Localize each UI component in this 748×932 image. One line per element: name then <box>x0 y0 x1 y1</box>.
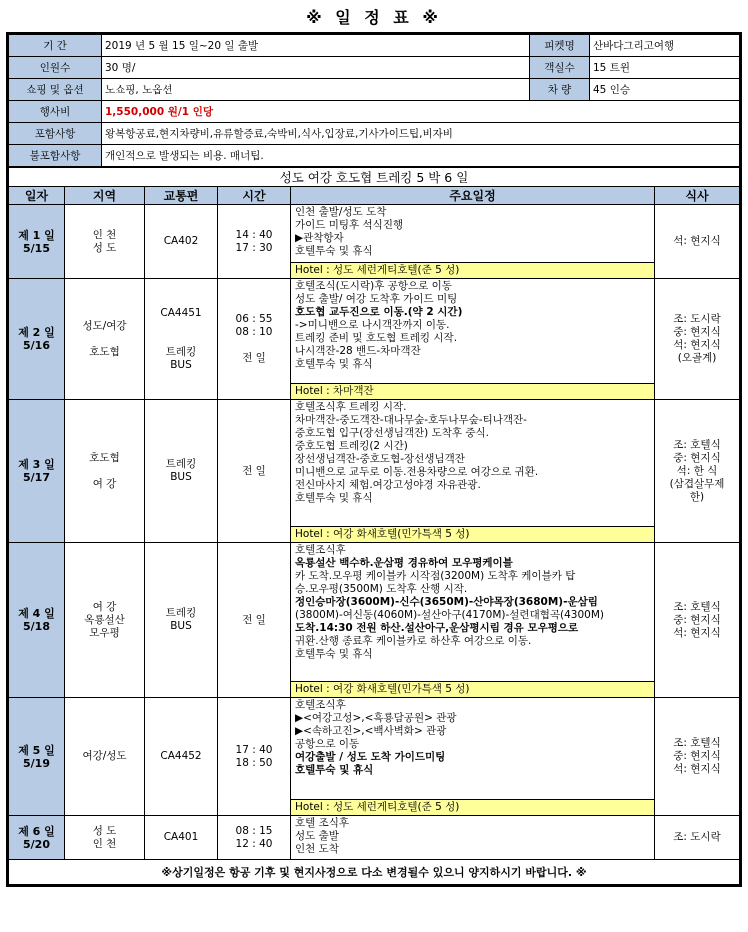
vehicle-label: 차 량 <box>530 79 590 101</box>
hotel-line: Hotel : 여강 화새호텔(민가특색 5 성) <box>291 526 654 542</box>
time-cell <box>218 279 291 400</box>
plan-line: 호텔투숙 및 휴식 <box>295 492 373 504</box>
excluded-label: 불포함사항 <box>9 145 102 167</box>
header-meal: 식사 <box>655 187 740 205</box>
plan-line: 여강출발 / 성도 도착 가이드미팅 <box>295 751 446 763</box>
day-cell-line: 5/16 <box>23 339 50 352</box>
meal-cell-line: 석: 현지식 <box>673 626 721 639</box>
day-cell <box>9 400 65 543</box>
region-cell-line: 여강/성도 <box>82 750 127 762</box>
plan-line: 호텔 조식후 <box>295 817 350 829</box>
header-region: 지역 <box>65 187 145 205</box>
transport-cell-line: CA402 <box>163 235 199 247</box>
meal-cell <box>655 205 740 279</box>
meal-cell <box>655 279 740 400</box>
header-time: 시간 <box>218 187 291 205</box>
transport-cell-line: 트레킹 <box>165 607 197 619</box>
plan-line: 호텔조식후 <box>295 544 346 556</box>
region-cell-line: 성도/여강 <box>82 319 127 332</box>
plan-line: 인천 출발/성도 도착 <box>295 206 387 218</box>
transport-cell <box>145 816 218 860</box>
period-label: 기 간 <box>9 35 102 57</box>
transport-cell-line: BUS <box>170 620 192 632</box>
hotel-line: Hotel : 여강 화새호텔(민가특색 5 성) <box>291 681 654 697</box>
plan-cell <box>291 543 655 698</box>
day-cell-line: 제 6 일 <box>18 824 55 838</box>
plan-line: 공항으로 이동 <box>295 738 360 750</box>
day-cell-line: 제 4 일 <box>18 607 55 620</box>
meal-cell-line: 조: 호텔식 <box>673 600 721 613</box>
day-row <box>9 205 740 279</box>
transport-cell-line: CA401 <box>163 831 199 843</box>
day-cell-line: 5/15 <box>23 241 50 255</box>
day-cell <box>9 698 65 816</box>
region-cell-line: 성 도 <box>92 241 117 254</box>
plan-line: 성도 출발/ 여강 도착후 가이드 미팅 <box>295 293 458 305</box>
region-cell <box>65 279 145 400</box>
page-title: ※ 일 정 표 ※ <box>306 8 442 27</box>
meal-cell-line: 중: 현지식 <box>673 451 721 464</box>
region-cell-line: 성 도 <box>92 824 117 837</box>
plan-line: 차마객잔-중도객잔-대나무숲-호두나무숲-티나객잔- <box>295 414 527 426</box>
meal-cell-line: 조: 호텔식 <box>673 737 721 749</box>
plan-cell <box>291 698 655 816</box>
plan-line: 호텔조식(도시락)후 공항으로 이동 <box>295 280 452 292</box>
plan-line: 성도 출발 <box>295 830 339 842</box>
time-cell-line: 17 : 30 <box>235 241 273 254</box>
plan-line: 호텔조식후 <box>295 699 346 711</box>
region-cell-line: 여 강 <box>92 600 117 613</box>
day-cell <box>9 543 65 698</box>
transport-cell <box>145 698 218 816</box>
price-label: 행사비 <box>9 101 102 123</box>
time-cell-line: 전 일 <box>242 613 266 626</box>
people-value: 30 명/ <box>102 57 530 79</box>
plan-cell <box>291 400 655 543</box>
time-cell <box>218 400 291 543</box>
plan-line: ->미니밴으로 나시객잔까지 이동. <box>295 319 450 331</box>
rooms-value: 15 트윈 <box>590 57 740 79</box>
region-cell-line: 인 천 <box>92 228 117 241</box>
header-plan: 주요일정 <box>291 187 655 205</box>
region-cell-line <box>68 333 141 346</box>
plan-cell <box>291 279 655 400</box>
region-cell <box>65 698 145 816</box>
people-label: 인원수 <box>9 57 102 79</box>
plan-line: 옥룡설산 백수하.운삼평 경유하여 모우평케이블 <box>295 557 513 569</box>
price-value: 1,550,000 원/1 인당 <box>102 101 740 123</box>
meal-cell-line: 한) <box>689 490 705 503</box>
day-cell-line: 제 1 일 <box>18 228 55 242</box>
plan-line: (3800M)-여신동(4060M)-설산아구(4170M)-설련대협곡(4300M) <box>295 609 604 621</box>
time-cell <box>218 698 291 816</box>
transport-cell-line: BUS <box>170 358 192 371</box>
day-row <box>9 400 740 543</box>
region-cell-line: 인 천 <box>92 837 117 850</box>
header-day: 일자 <box>9 187 65 205</box>
plan-line: 미니밴으로 교두로 이동.전용차량으로 여강으로 귀환. <box>295 466 539 478</box>
transport-cell <box>145 279 218 400</box>
meal-cell-line: 조: 도시락 <box>673 313 721 325</box>
transport-cell-line <box>148 320 214 333</box>
header-transport: 교통편 <box>145 187 218 205</box>
meal-cell <box>655 543 740 698</box>
plan-line: 도착.14:30 전원 하산.설산아구,운삼평시림 경유 모우평으로 <box>295 622 579 634</box>
meal-cell-line: 중: 현지식 <box>673 750 721 762</box>
day-cell <box>9 279 65 400</box>
plan-line: 장선생님객잔-중호도협-장선생님객잔 <box>295 453 465 465</box>
day-row <box>9 279 740 400</box>
day-cell-line: 5/18 <box>23 620 50 633</box>
plan-line: 호텔투숙 및 휴식 <box>295 358 373 370</box>
plan-line: 정인승마장(3600M)-신수(3650M)-산야목장(3680M)-운삼림 <box>295 596 598 608</box>
plan-line: 호텔투숙 및 휴식 <box>295 764 374 776</box>
region-cell-line: 여 강 <box>92 477 117 490</box>
info-table <box>8 34 740 167</box>
meal-cell-line: (삼겹살무제 <box>669 477 725 490</box>
time-cell <box>218 205 291 279</box>
plan-line: 트레킹 준비 및 호도협 트레킹 시작. <box>295 332 458 344</box>
time-cell-line: 18 : 50 <box>235 756 273 769</box>
meal-cell-line: 석: 현지식 <box>673 235 721 247</box>
period-value: 2019 년 5 월 15 일~20 일 출발 <box>102 35 530 57</box>
hotel-line: Hotel : 성도 세런게티호텔(준 5 성) <box>291 262 654 278</box>
meal-cell <box>655 698 740 816</box>
transport-cell-line: CA4451 <box>160 306 202 319</box>
day-row <box>9 698 740 816</box>
day-row <box>9 816 740 860</box>
day-cell-line: 제 5 일 <box>18 743 55 757</box>
region-cell <box>65 816 145 860</box>
hotel-line: Hotel : 성도 세런게티호텔(준 5 성) <box>291 799 654 815</box>
region-cell-line: 옥룡설산 <box>84 613 125 626</box>
shopping-value: 노쇼핑, 노옵션 <box>102 79 530 101</box>
meal-cell-line: 석: 현지식 <box>673 339 721 351</box>
region-cell <box>65 400 145 543</box>
footer-note: ※상기일정은 항공 기후 및 현지사정으로 다소 변경될수 있으니 양지하시기 바랍니다. ※ <box>9 860 740 885</box>
transport-cell-line <box>148 333 214 346</box>
hotel-line: Hotel : 차마객잔 <box>291 383 654 399</box>
region-cell-line: 호도협 <box>89 345 120 358</box>
plan-line: ▶<속하고진>,<백사벽화> 관광 <box>295 725 447 737</box>
time-cell-line <box>221 339 287 352</box>
region-cell-line: 모우평 <box>89 626 120 639</box>
time-cell-line: 전 일 <box>242 464 266 477</box>
time-cell-line: 12 : 40 <box>235 837 273 850</box>
plan-line: 승.모우평(3500M) 도착후 산행 시작. <box>295 583 468 595</box>
schedule-table <box>8 167 740 885</box>
plan-cell <box>291 816 655 860</box>
meal-cell-line: 석: 현지식 <box>673 763 721 775</box>
day-cell-line: 5/19 <box>23 756 50 770</box>
plan-line: 인천 도착 <box>295 843 339 855</box>
plan-line: ▶관착항자 <box>295 232 344 244</box>
time-cell-line: 17 : 40 <box>235 743 273 756</box>
day-cell-line: 5/20 <box>23 837 50 851</box>
plan-line: 전신마사지 체험.여강고성야경 자유관광. <box>295 479 481 491</box>
ticket-value: 산바다그리고여행 <box>590 35 740 57</box>
rooms-label: 객실수 <box>530 57 590 79</box>
plan-cell <box>291 205 655 279</box>
meal-cell-line: 조: 호텔식 <box>673 438 721 451</box>
time-cell <box>218 543 291 698</box>
day-cell-line: 5/17 <box>23 471 50 484</box>
time-cell-line: 08 : 15 <box>235 824 273 837</box>
meal-cell-line: 중: 현지식 <box>673 326 721 338</box>
day-cell <box>9 816 65 860</box>
transport-cell-line: CA4452 <box>160 750 202 762</box>
plan-line: 카 도착.모우평 케이블카 시작점(3200M) 도착후 케이블카 탑 <box>295 570 576 582</box>
vehicle-value: 45 인승 <box>590 79 740 101</box>
plan-line: 중호도협 트레킹(2 시간) <box>295 440 408 452</box>
day-cell-line: 제 3 일 <box>18 458 55 471</box>
time-cell <box>218 816 291 860</box>
time-cell-line: 전 일 <box>242 352 266 364</box>
plan-line: 호텔투숙 및 휴식 <box>295 245 373 257</box>
shopping-label: 쇼핑 및 옵션 <box>9 79 102 101</box>
transport-cell-line: 트레킹 <box>165 345 197 358</box>
itinerary-sheet <box>6 32 742 887</box>
transport-cell <box>145 543 218 698</box>
region-cell <box>65 205 145 279</box>
included-label: 포함사항 <box>9 123 102 145</box>
meal-cell-line: 조: 도시락 <box>673 831 721 843</box>
meal-cell-line: (오골계) <box>677 352 717 364</box>
included-value: 왕복항공료,현지차량비,유류할증료,숙박비,식사,입장료,기사가이드팁,비자비 <box>102 123 740 145</box>
meal-cell <box>655 400 740 543</box>
plan-line: 호텔투숙 및 휴식 <box>295 648 373 660</box>
plan-line: 가이드 미팅후 석식진행 <box>295 219 404 231</box>
plan-line: 호텔조식후 트레킹 시작. <box>295 401 407 413</box>
meal-cell <box>655 816 740 860</box>
excluded-value: 개인적으로 발생되는 비용. 매너팁. <box>102 145 740 167</box>
meal-cell-line: 석: 한 식 <box>676 464 718 477</box>
time-cell-line: 14 : 40 <box>235 228 273 241</box>
time-cell-line: 08 : 10 <box>235 326 273 338</box>
region-cell <box>65 543 145 698</box>
meal-cell-line: 중: 현지식 <box>673 613 721 626</box>
plan-line: 귀환.산행 종료후 케이블카로 하산후 여강으로 이동. <box>295 635 532 647</box>
transport-cell-line: 트레킹 <box>165 458 197 470</box>
time-cell-line: 06 : 55 <box>235 313 273 325</box>
days-body <box>9 205 740 860</box>
day-cell-line: 제 2 일 <box>18 326 55 339</box>
region-cell-line: 호도협 <box>89 451 120 464</box>
plan-line: 호도협 교두진으로 이동.(약 2 시간) <box>295 306 463 318</box>
day-cell <box>9 205 65 279</box>
plan-line: 나시객잔-28 밴드-차마객잔 <box>295 345 421 357</box>
region-cell-line <box>68 465 141 478</box>
day-row <box>9 543 740 698</box>
transport-cell <box>145 400 218 543</box>
plan-line: ▶<여강고성>,<흑룡담공원> 관광 <box>295 712 457 724</box>
ticket-label: 피켓명 <box>530 35 590 57</box>
transport-cell <box>145 205 218 279</box>
transport-cell-line: BUS <box>170 471 192 483</box>
plan-line: 중호도협 입구(장선생님객잔) 도착후 중식. <box>295 427 489 439</box>
schedule-title: 성도 여강 호도협 트레킹 5 박 6 일 <box>9 168 740 187</box>
